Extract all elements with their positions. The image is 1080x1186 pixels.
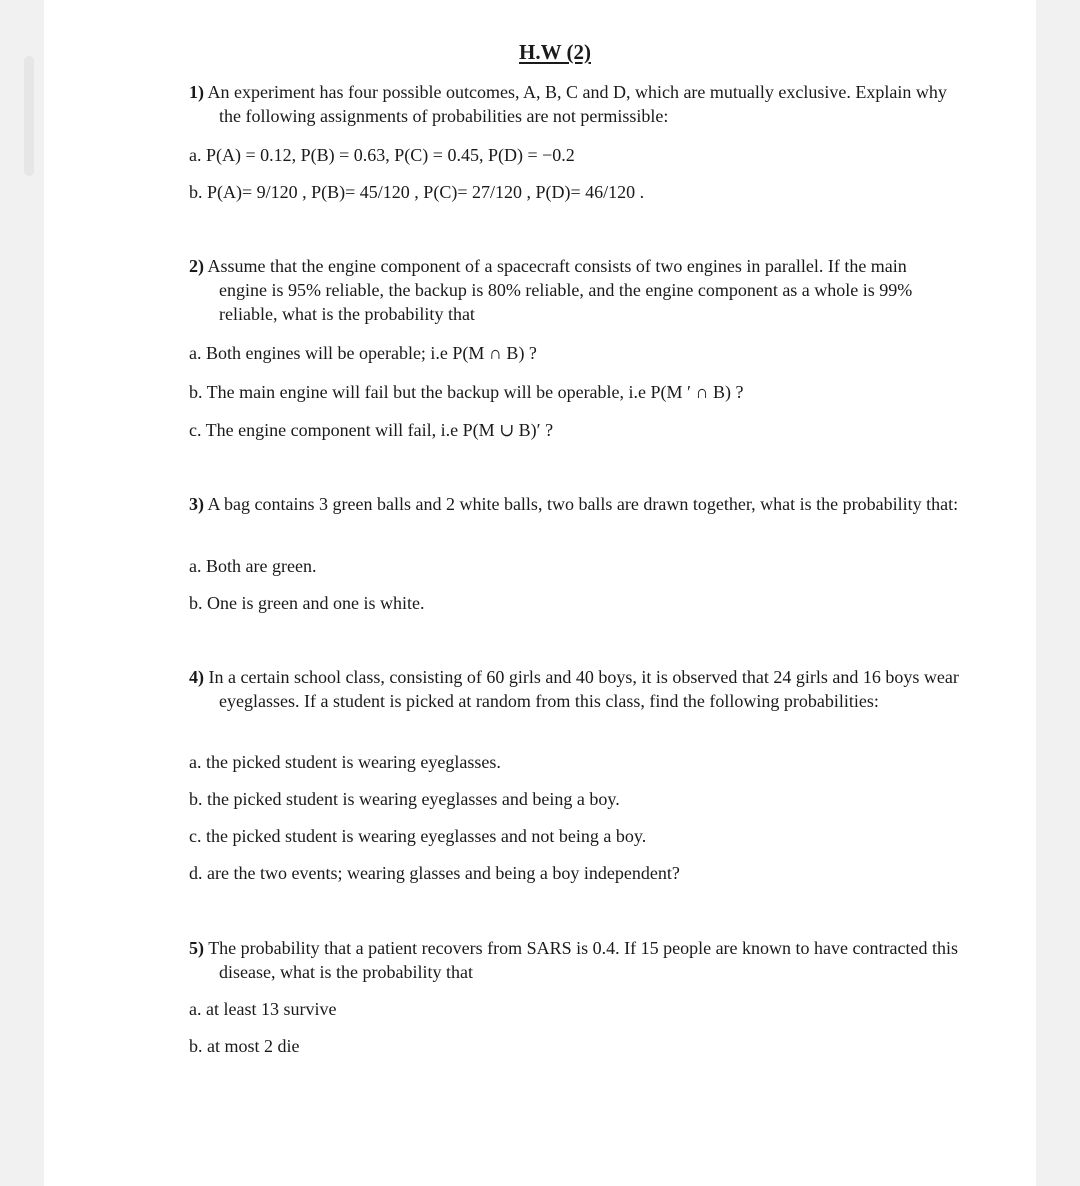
question-3-option-a: a. Both are green. [189, 556, 317, 576]
question-text: A bag contains 3 green balls and 2 white balls, two balls are drawn together, what is the probability that: [207, 494, 959, 514]
scrollbar[interactable] [24, 56, 34, 176]
question-4-option-c: c. the picked student is wearing eyeglasses and not being a boy. [189, 826, 647, 846]
question-text: An experiment has four possible outcomes, A, B, C and D, which are mutually exclusive. Explain why the following assignments of probabilities are not permissible: [207, 82, 947, 126]
question-4-option-a: a. the picked student is wearing eyeglasses. [189, 752, 501, 772]
question-3 [189, 492, 959, 516]
question-number: 5) [189, 938, 204, 958]
page-title: H.W (2) [519, 40, 591, 64]
question-1-option-a: a. P(A) = 0.12, P(B) = 0.63, P(C) = 0.45, P(D) = −0.2 [189, 145, 575, 165]
question-2 [189, 254, 959, 326]
question-1 [189, 80, 959, 128]
question-4-option-b: b. the picked student is wearing eyeglasses and being a boy. [189, 789, 620, 809]
question-text: Assume that the engine component of a spacecraft consists of two engines in parallel. If the main engine is 95% reliable, the backup is 80% reliable, and the engine component as a whole is 99% reliable, what is the probability that [207, 256, 913, 324]
question-text: In a certain school class, consisting of 60 girls and 40 boys, it is observed that 24 girls and 16 boys wear eyeglasses. If a student is picked at random from this class, find the following probabilities: [208, 667, 959, 711]
question-number: 4) [189, 667, 204, 687]
question-4-option-d: d. are the two events; wearing glasses and being a boy independent? [189, 863, 680, 883]
question-1-option-b: b. P(A)= 9/120 , P(B)= 45/120 , P(C)= 27/120 , P(D)= 46/120 . [189, 182, 645, 202]
question-2-option-a: a. Both engines will be operable; i.e P(M ∩ B) ? [189, 343, 537, 363]
question-2-option-b: b. The main engine will fail but the backup will be operable, i.e P(M ′ ∩ B) ? [189, 382, 744, 402]
question-5 [189, 936, 959, 984]
question-text: The probability that a patient recovers from SARS is 0.4. If 15 people are known to have contracted this disease, what is the probability that [208, 938, 958, 982]
question-4 [189, 665, 959, 713]
question-number: 1) [189, 82, 204, 102]
question-number: 3) [189, 494, 204, 514]
question-5-option-b: b. at most 2 die [189, 1036, 300, 1056]
question-2-option-c: c. The engine component will fail, i.e P(M ∪ B)′ ? [189, 420, 554, 440]
question-3-option-b: b. One is green and one is white. [189, 593, 425, 613]
question-5-option-a: a. at least 13 survive [189, 999, 337, 1019]
question-number: 2) [189, 256, 204, 276]
document-page [44, 0, 1036, 1186]
